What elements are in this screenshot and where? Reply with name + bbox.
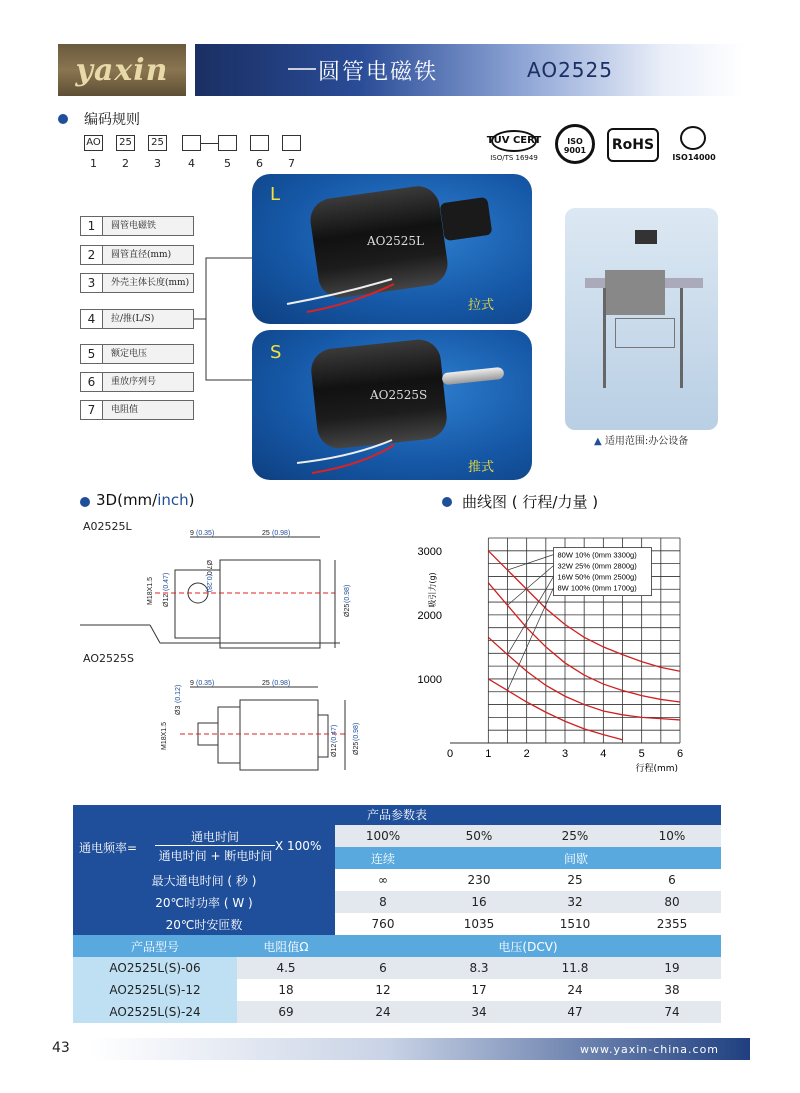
legend-entry: 32W 25% (0mm 2800g) — [557, 561, 637, 571]
svg-text:(0.35): (0.35) — [196, 680, 215, 687]
code-box — [250, 135, 269, 151]
table-cell: 11.8 — [527, 957, 623, 979]
code-number: 4 — [188, 157, 195, 170]
product-panel-s — [252, 330, 532, 480]
legend-item: 2 圆管直径(mm) — [80, 245, 194, 265]
table-cell: 17 — [431, 979, 527, 1001]
model-name: AO2525L(S)-12 — [73, 979, 237, 1001]
solenoid-l-end — [440, 197, 493, 241]
rohs-cert-logo: RoHS — [607, 128, 659, 162]
legend-item: 6 重放序列号 — [80, 372, 194, 392]
svg-text:Ø7.0: Ø7.0 — [205, 560, 212, 576]
header-banner — [195, 44, 745, 96]
duty-cell: 50% — [431, 825, 527, 847]
plunger — [442, 367, 505, 385]
table-cell: 16 — [431, 891, 527, 913]
table-cell: 230 — [431, 869, 527, 891]
y-tick-label: 1000 — [417, 673, 442, 686]
website-link[interactable]: www.yaxin-china.com — [580, 1043, 720, 1056]
legend-entry: 80W 10% (0mm 3300g) — [557, 550, 637, 560]
code-number: 6 — [256, 157, 263, 170]
resistance-header: 电阻值Ω — [237, 935, 335, 957]
legend-entry: 8W 100% (0mm 1700g) — [557, 583, 637, 593]
table-cell: 760 — [335, 913, 431, 935]
legend-leader — [508, 555, 554, 570]
logo-text: yaxin — [75, 52, 169, 88]
wires — [292, 435, 412, 475]
svg-text:(0.12): (0.12) — [175, 684, 182, 703]
svg-text:Ø25: Ø25 — [353, 741, 360, 755]
code-number: 3 — [154, 157, 161, 170]
page-number: 43 — [52, 1040, 70, 1056]
table-cell: 24 — [335, 1001, 431, 1023]
table-title: 产品参数表 — [73, 805, 721, 825]
panel-letter: S — [270, 342, 282, 363]
page-title: 圆管电磁铁 — [318, 60, 439, 85]
code-number: 7 — [288, 157, 295, 170]
svg-text:Ø12: Ø12 — [331, 743, 338, 757]
code-box — [182, 135, 201, 151]
table-cell: 38 — [623, 979, 721, 1001]
svg-text:(0.28): (0.28) — [205, 574, 212, 593]
svg-text:M18X1.5: M18X1.5 — [161, 721, 168, 750]
legend-item: 4 拉/推(L/S) — [80, 309, 194, 329]
drawing-l-label: A02525L — [83, 520, 132, 533]
banner-divider — [288, 68, 316, 70]
panel-caption: 推式 — [468, 460, 495, 475]
svg-text:25: 25 — [262, 530, 270, 537]
x-tick-label: 3 — [561, 748, 569, 760]
svg-text:(0.47): (0.47) — [163, 572, 170, 591]
model-name: AO2525L(S)-24 — [73, 1001, 237, 1023]
drawings-title: 3D(mm/inch) — [96, 491, 195, 509]
application-photo — [565, 208, 718, 430]
iso9001-cert-logo: ISO 9001 — [555, 124, 595, 164]
table-cell: 12 — [335, 979, 431, 1001]
panel-caption: 拉式 — [468, 298, 495, 313]
mode-intermittent: 间歇 — [431, 847, 721, 869]
table-cell: 8.3 — [431, 957, 527, 979]
technical-drawings — [80, 525, 370, 785]
duty-cell: 25% — [527, 825, 623, 847]
x-tick-label: 1 — [485, 748, 492, 760]
svg-text:(0.35): (0.35) — [196, 530, 215, 537]
svg-text:M18X1.5: M18X1.5 — [147, 576, 154, 605]
code-box: AO — [84, 135, 103, 151]
legend-leader — [508, 566, 554, 606]
svg-text:(0.98): (0.98) — [272, 530, 291, 537]
y-tick-label: 3000 — [417, 545, 442, 558]
parameter-table — [73, 805, 721, 1023]
x-tick-label: 5 — [638, 748, 645, 760]
freq-formula: 通电频率= 通电时间 通电时间 + 断电时间 X 100% — [73, 825, 335, 869]
svg-text:(0.98): (0.98) — [344, 584, 351, 603]
force-stroke-chart — [405, 530, 705, 780]
legend-entry: 16W 50% (0mm 2500g) — [557, 572, 637, 582]
table-cell: 4.5 — [237, 957, 335, 979]
table-cell: 6 — [623, 869, 721, 891]
x-tick-label: 2 — [523, 748, 530, 760]
legend-item: 1 圆管电磁铁 — [80, 216, 194, 236]
svg-text:9: 9 — [190, 680, 194, 687]
code-number: 2 — [122, 157, 129, 170]
brand-logo — [58, 44, 186, 96]
coding-title: 编码规则 — [84, 112, 140, 128]
table-cell: 19 — [623, 957, 721, 979]
row-label: 20℃时安匝数 — [73, 913, 335, 935]
bullet-icon — [442, 497, 452, 507]
mode-continuous: 连续 — [335, 847, 431, 869]
panel-model-label: AO2525S — [370, 388, 428, 402]
code-box: 25 — [116, 135, 135, 151]
svg-text:Ø3: Ø3 — [175, 705, 182, 715]
code-number: 5 — [224, 157, 231, 170]
connector-lines — [194, 250, 254, 390]
panel-model-label: AO2525L — [367, 234, 425, 248]
table-cell: 6 — [335, 957, 431, 979]
table-cell: 32 — [527, 891, 623, 913]
code-box — [218, 135, 237, 151]
svg-text:9: 9 — [190, 530, 194, 537]
table-cell: 69 — [237, 1001, 335, 1023]
table-cell: 18 — [237, 979, 335, 1001]
svg-text:25: 25 — [262, 680, 270, 687]
iso14000-cert-logo: ISO14000 — [672, 126, 716, 166]
svg-text:Ø25: Ø25 — [344, 603, 351, 617]
chart-section-title: 曲线图 ( 行程/力量 ) — [462, 493, 599, 511]
duty-cell: 100% — [335, 825, 431, 847]
table-cell: 8 — [335, 891, 431, 913]
table-cell: 1035 — [431, 913, 527, 935]
model-title: AO2525 — [527, 58, 613, 82]
code-box — [282, 135, 301, 151]
tuv-cert-logo: TÜV CERT ISO/TS 16949 — [485, 126, 545, 166]
x-tick-label: 0 — [446, 748, 454, 760]
application-caption: ▲ 适用范围:办公设备 — [594, 436, 689, 447]
table-cell: 74 — [623, 1001, 721, 1023]
duty-cell: 10% — [623, 825, 721, 847]
x-tick-label: 6 — [676, 748, 684, 760]
legend-leader — [508, 577, 554, 655]
svg-text:(0.98): (0.98) — [272, 680, 291, 687]
svg-text:Ø12: Ø12 — [163, 593, 170, 607]
table-cell: 25 — [527, 869, 623, 891]
svg-text:(0.47): (0.47) — [331, 724, 338, 743]
y-tick-label: 2000 — [417, 609, 442, 622]
table-cell: 80 — [623, 891, 721, 913]
table-cell: 34 — [431, 1001, 527, 1023]
model-header: 产品型号 — [73, 935, 237, 957]
row-label: 最大通电时间 ( 秒 ) — [73, 869, 335, 891]
x-axis-label: 行程(mm) — [635, 764, 678, 774]
table-cell: 1510 — [527, 913, 623, 935]
code-box: 25 — [148, 135, 167, 151]
row-label: 20℃时功率 ( W ) — [73, 891, 335, 913]
y-axis-label: 吸引力(g) — [428, 572, 437, 608]
code-number: 1 — [90, 157, 97, 170]
x-tick-label: 4 — [600, 748, 607, 760]
legend-item: 5 额定电压 — [80, 344, 194, 364]
table-cell: 2355 — [623, 913, 721, 935]
bullet-icon — [80, 497, 90, 507]
table-cell: 47 — [527, 1001, 623, 1023]
legend-leader — [508, 588, 554, 691]
wires — [282, 274, 402, 314]
voltage-header: 电压(DCV) — [335, 935, 721, 957]
drawing-s-label: AO2525S — [83, 652, 134, 665]
legend-item: 7 电阻值 — [80, 400, 194, 420]
panel-letter: L — [270, 184, 281, 205]
table-cell: 24 — [527, 979, 623, 1001]
coding-boxes — [84, 135, 304, 175]
bullet-icon — [58, 114, 68, 124]
code-dash — [201, 143, 218, 144]
table-cell: ∞ — [335, 869, 431, 891]
legend-item: 3 外壳主体长度(mm) — [80, 273, 194, 293]
product-panel-l — [252, 174, 532, 324]
svg-text:(0.98): (0.98) — [353, 722, 360, 741]
model-name: AO2525L(S)-06 — [73, 957, 237, 979]
